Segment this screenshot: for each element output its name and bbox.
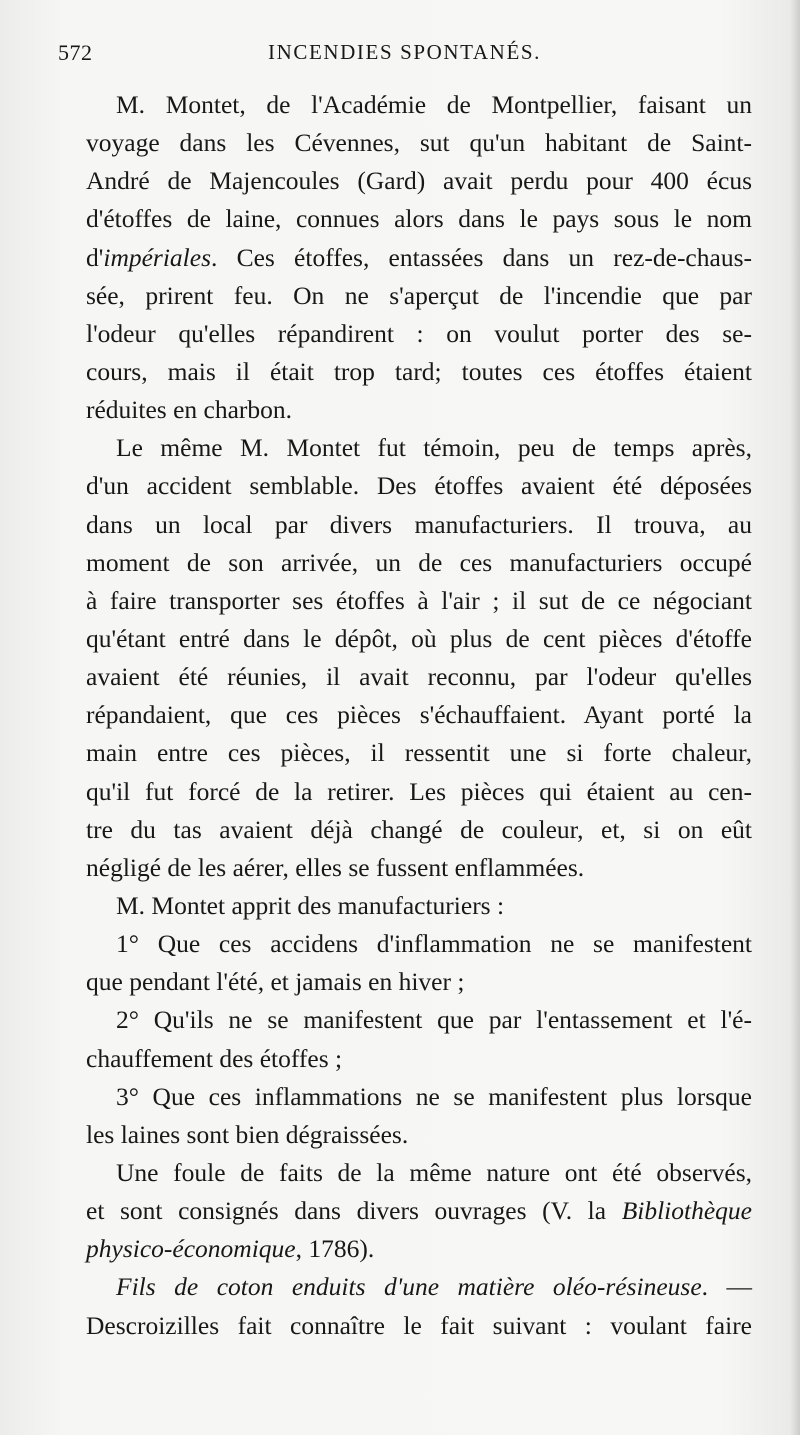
text-line: 2° Qu'ils ne se manifestent que par l'entassement et l'é- — [116, 1005, 752, 1035]
text-line: à faire transporter ses étoffes à l'air ; il sut de ce négociant — [86, 585, 752, 615]
paragraph-montet-temoin — [56, 429, 752, 887]
list-item-3 — [56, 1078, 752, 1154]
text-line: dans un local par divers manufacturiers. Il trouva, au — [86, 509, 752, 539]
paragraph-une-foule — [56, 1154, 752, 1268]
section-heading-line: Fils de coton enduits d'une matière oléo-résineuse. — — [116, 1272, 752, 1302]
list-item-1 — [56, 925, 752, 1001]
text-line: Le même M. Montet fut témoin, peu de temps après, — [116, 433, 752, 463]
text-line: sée, prirent feu. On ne s'aperçut de l'incendie que par — [86, 280, 752, 310]
running-head — [58, 40, 752, 74]
text-line: l'odeur qu'elles répandirent : on voulut porter des se- — [86, 318, 752, 348]
text-line: et sont consignés dans divers ouvrages (V. la Bibliothèque — [86, 1196, 752, 1226]
text-line: 1° Que ces accidens d'inflammation ne se manifestent — [116, 929, 752, 959]
text-line: qu'étant entré dans le dépôt, où plus de cent pièces d'étoffe — [86, 623, 752, 653]
text-line: qu'il fut forcé de la retirer. Les pièces qui étaient au cen- — [86, 776, 752, 806]
text-line: réduites en charbon. — [86, 395, 293, 425]
text-line: avaient été réunies, il avait reconnu, par l'odeur qu'elles — [86, 662, 752, 692]
text-line: chauffement des étoffes ; — [86, 1043, 343, 1073]
text-line: moment de son arrivée, un de ces manufacturiers occupé — [86, 547, 752, 577]
paragraph-montet-cevennes — [56, 86, 752, 429]
paragraph-montet-apprit — [56, 887, 752, 925]
text-line: Une foule de faits de la même nature ont été observés, — [116, 1157, 752, 1187]
text-line: M. Montet apprit des manufacturiers : — [116, 890, 505, 920]
text-line: voyage dans les Cévennes, sut qu'un habitant de Saint- — [86, 128, 752, 158]
text-line: que pendant l'été, et jamais en hiver ; — [86, 967, 465, 997]
text-line: tre du tas avaient déjà changé de couleur, et, si on eût — [86, 814, 752, 844]
text-line: les laines sont bien dégraissées. — [86, 1119, 409, 1149]
text-line: André de Majencoules (Gard) avait perdu pour 400 écus — [86, 166, 752, 196]
paragraph-fils-de-coton — [56, 1268, 752, 1344]
text-line: d'un accident semblable. Des étoffes avaient été déposées — [86, 471, 752, 501]
running-title: INCENDIES SPONTANÉS. — [268, 40, 541, 64]
body-text — [56, 86, 752, 1345]
page-number: 572 — [58, 40, 93, 65]
text-line: physico-économique, 1786). — [86, 1234, 375, 1264]
text-line: répandaient, que ces pièces s'échauffaient. Ayant porté la — [86, 700, 752, 730]
text-line: cours, mais il était trop tard; toutes ces étoffes étaient — [86, 356, 752, 386]
text-line: main entre ces pièces, il ressentit une si forte chaleur, — [86, 738, 752, 768]
text-line: d'étoffes de laine, connues alors dans le pays sous le nom — [86, 204, 752, 234]
text-line: 3° Que ces inflammations ne se manifestent plus lorsque — [116, 1081, 752, 1111]
list-item-2 — [56, 1001, 752, 1077]
text-line: d'impériales. Ces étoffes, entassées dans un rez-de-chaus- — [86, 242, 752, 272]
text-line: Descroizilles fait connaître le fait suivant : voulant faire — [86, 1310, 752, 1340]
text-line: négligé de les aérer, elles se fussent enflammées. — [86, 852, 585, 882]
text-line: M. Montet, de l'Académie de Montpellier, faisant un — [116, 90, 752, 119]
